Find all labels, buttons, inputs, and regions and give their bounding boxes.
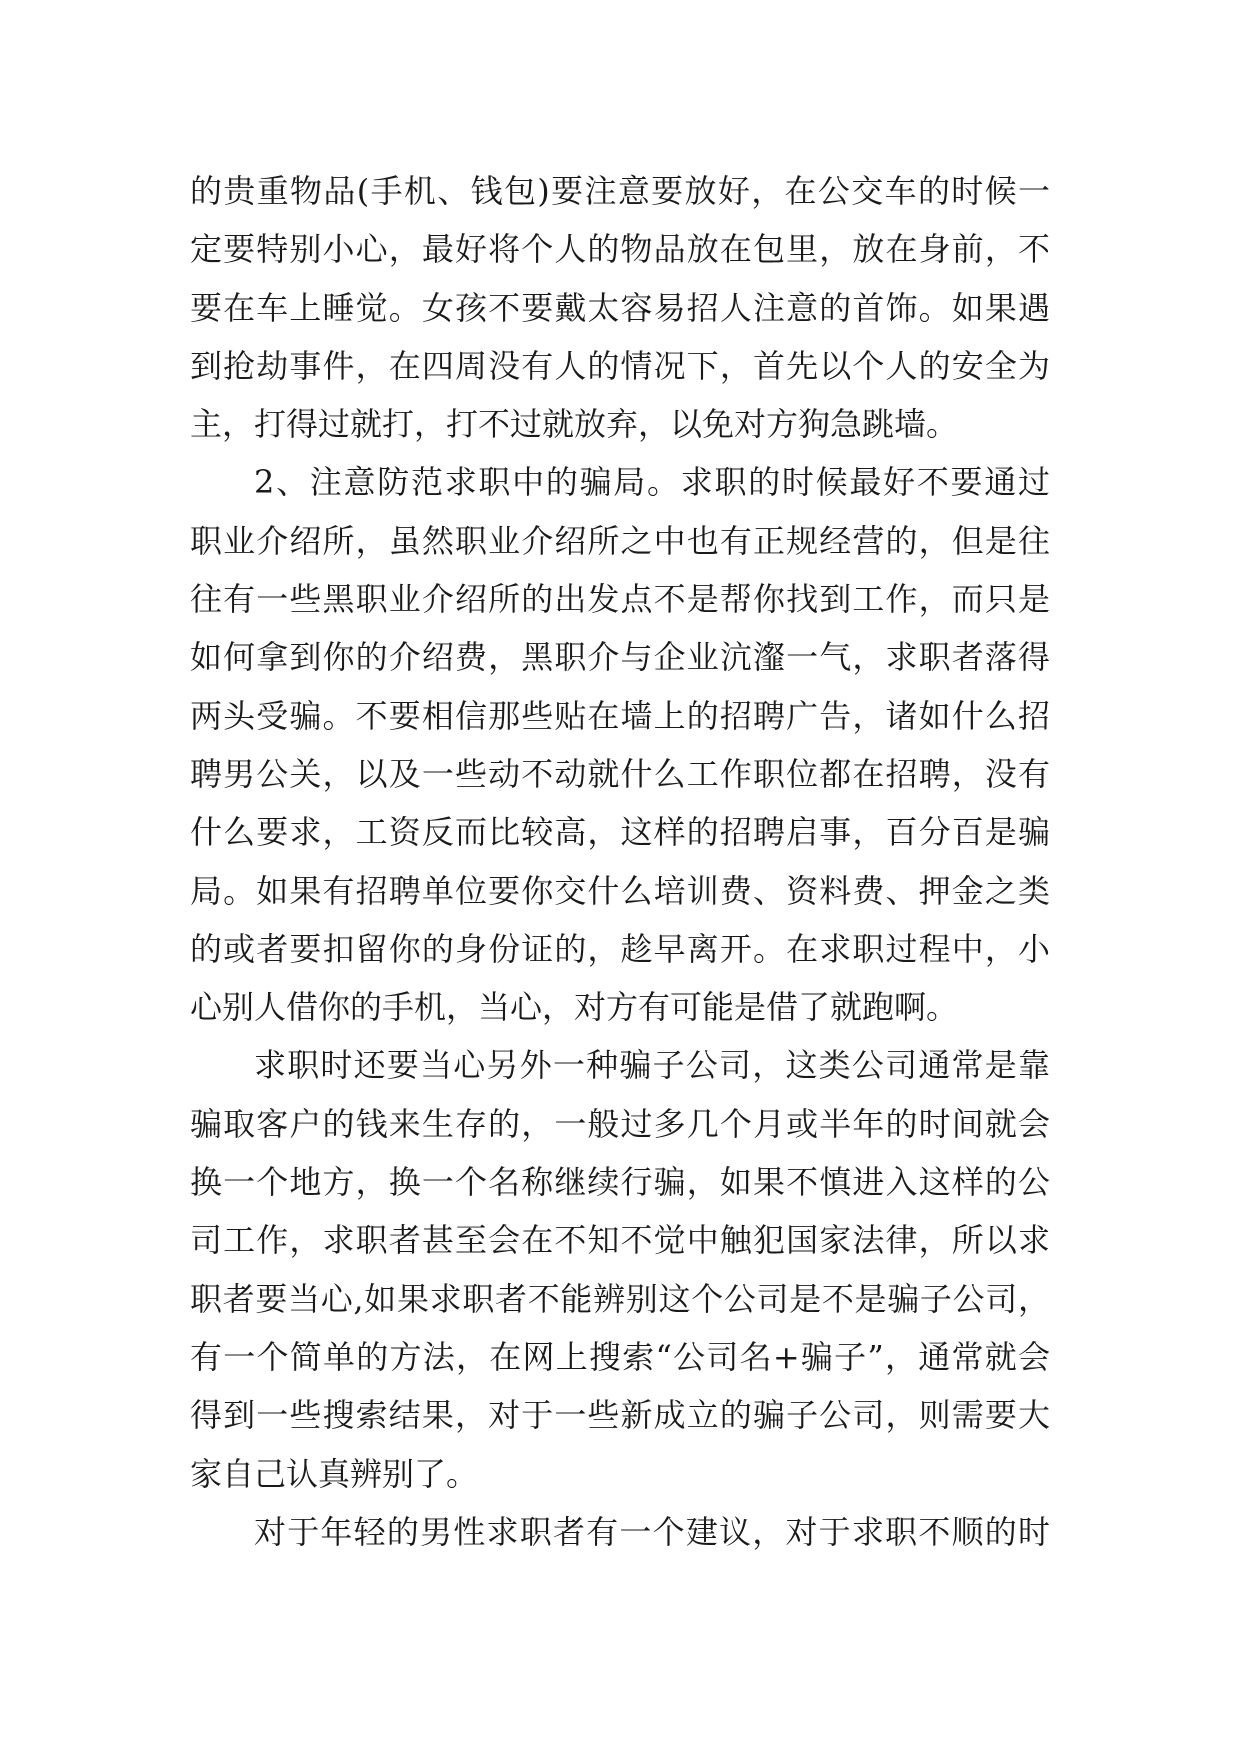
text-line: 如何拿到你的介绍费，黑职介与企业沆瀣一气，求职者落得 (190, 638, 1050, 677)
text-line: 聘男公关，以及一些动不动就什么工作职位都在招聘，没有 (190, 754, 1050, 793)
text-line: 到抢劫事件，在四周没有人的情况下，首先以个人的安全为 (190, 346, 1050, 385)
text-line: 什么要求，工资反而比较高，这样的招聘启事，百分百是骗 (190, 813, 1050, 852)
text-line: 两头受骗。不要相信那些贴在墙上的招聘广告，诸如什么招 (190, 696, 1050, 735)
document-body (190, 162, 1050, 1561)
text-line: 有一个简单的方法，在网上搜索“公司名+骗子”，通常就会 (190, 1337, 1050, 1376)
text-line: 对于年轻的男性求职者有一个建议，对于求职不顺的时 (254, 1512, 1050, 1551)
text-line: 2、注意防范求职中的骗局。求职的时候最好不要通过 (254, 463, 1050, 502)
text-line: 心别人借你的手机，当心，对方有可能是借了就跑啊。 (190, 988, 959, 1027)
text-line: 的贵重物品(手机、钱包)要注意要放好，在公交车的时候一 (190, 172, 1050, 210)
text-line: 求职时还要当心另外一种骗子公司，这类公司通常是靠 (254, 1046, 1050, 1085)
text-line: 职者要当心,如果求职者不能辨别这个公司是不是骗子公司， (190, 1279, 1050, 1318)
text-line: 司工作，求职者甚至会在不知不觉中触犯国家法律，所以求 (190, 1221, 1050, 1260)
text-line: 往有一些黑职业介绍所的出发点不是帮你找到工作，而只是 (190, 580, 1050, 619)
text-line: 得到一些搜索结果，对于一些新成立的骗子公司，则需要大 (190, 1396, 1050, 1435)
text-line: 家自己认真辨别了。 (190, 1454, 479, 1493)
text-line: 的或者要扣留你的身份证的，趁早离开。在求职过程中，小 (190, 929, 1050, 968)
text-line: 局。如果有招聘单位要你交什么培训费、资料费、押金之类 (190, 871, 1050, 910)
text-line: 骗取客户的钱来生存的，一般过多几个月或半年的时间就会 (190, 1104, 1050, 1143)
text-line: 职业介绍所，虽然职业介绍所之中也有正规经营的，但是往 (190, 521, 1050, 560)
text-line: 要在车上睡觉。女孩不要戴太容易招人注意的首饰。如果遇 (190, 288, 1050, 327)
text-line: 换一个地方，换一个名称继续行骗，如果不慎进入这样的公 (190, 1163, 1050, 1202)
text-line: 定要特别小心，最好将个人的物品放在包里，放在身前，不 (190, 230, 1050, 269)
text-line: 主，打得过就打，打不过就放弃，以免对方狗急跳墙。 (190, 405, 959, 444)
